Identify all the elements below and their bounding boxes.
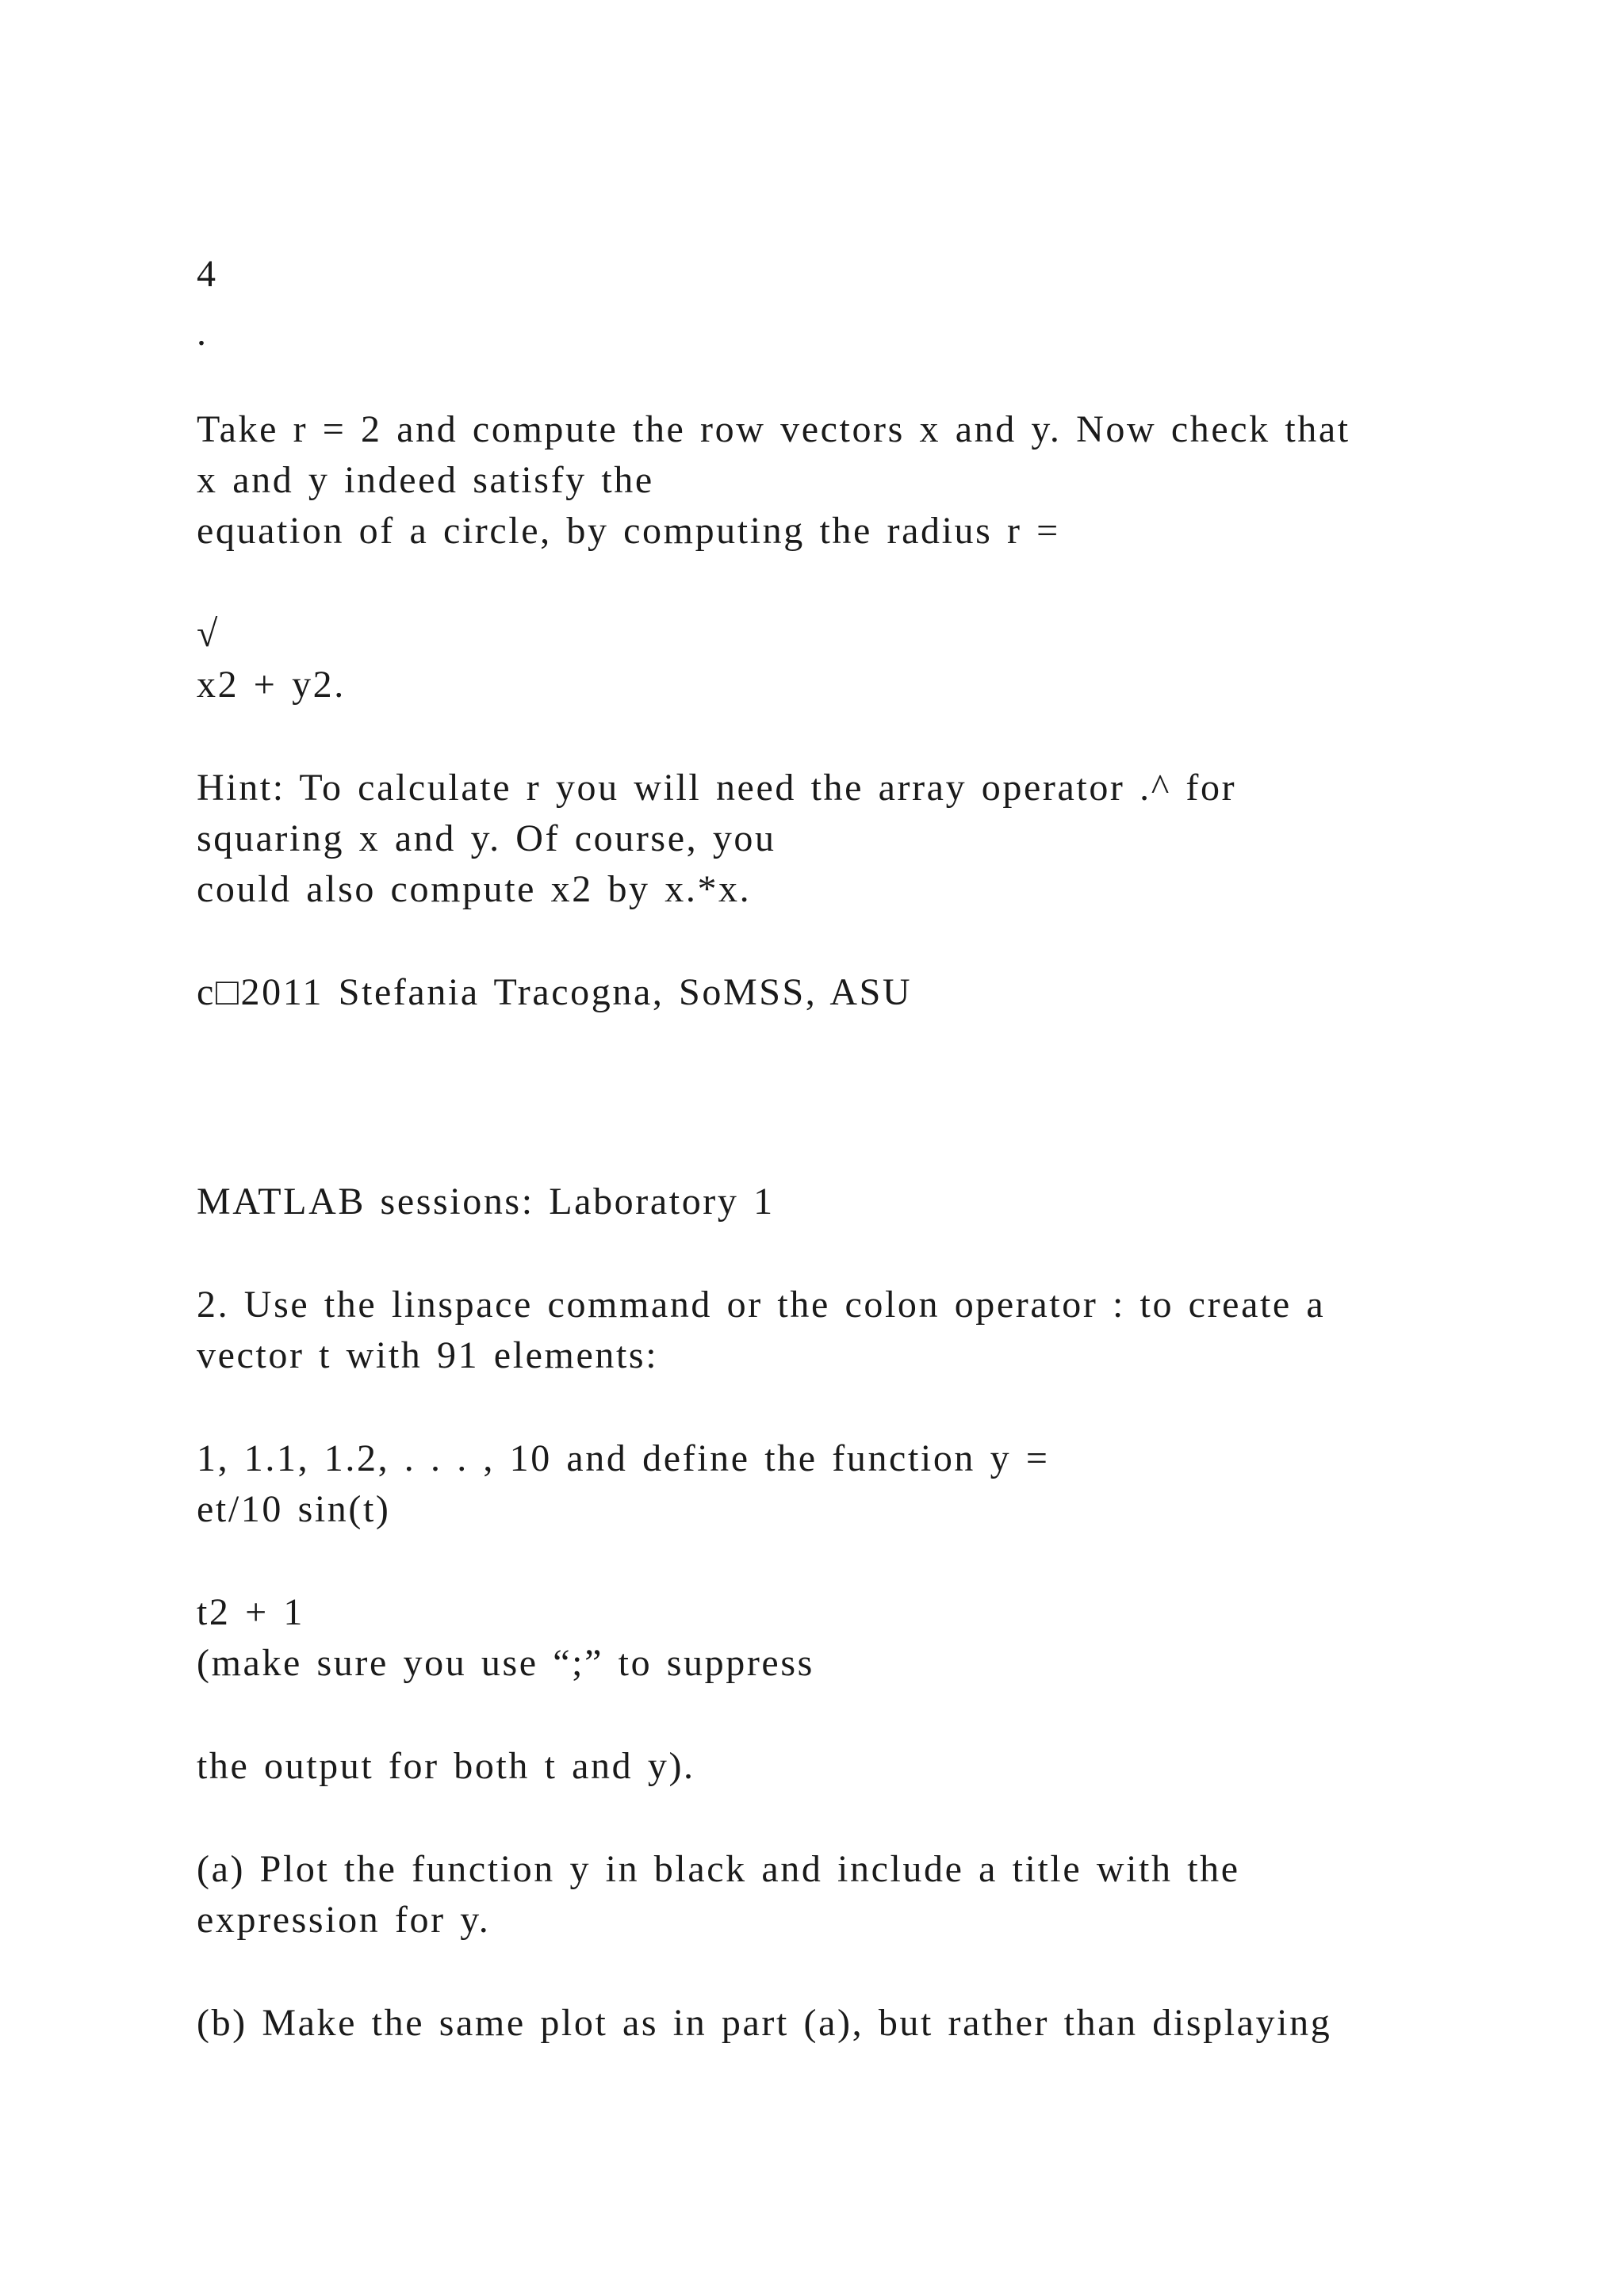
- page-number: 4: [197, 253, 218, 295]
- exercise-line: 2. Use the linspace command or the colon operator : to create a: [197, 1284, 1326, 1326]
- formula-line: x2 + y2.: [197, 664, 346, 706]
- copyright-line: c□2011 Stefania Tracogna, SoMSS, ASU: [197, 971, 913, 1013]
- hint-line: Hint: To calculate r you will need the array operator .^ for: [197, 767, 1237, 809]
- text-line: x and y indeed satisfy the: [197, 459, 654, 501]
- part-a-line: (a) Plot the function y in black and include a title with the: [197, 1848, 1240, 1890]
- exercise-line: 1, 1.1, 1.2, . . . , 10 and define the function y =: [197, 1437, 1050, 1479]
- text-line: Take r = 2 and compute the row vectors x and y. Now check that: [197, 408, 1350, 450]
- formula-numerator: et/10 sin(t): [197, 1488, 391, 1530]
- exercise-line: vector t with 91 elements:: [197, 1334, 659, 1376]
- hint-line: could also compute x2 by x.*x.: [197, 868, 752, 910]
- part-a-line: expression for y.: [197, 1899, 491, 1941]
- text-line: equation of a circle, by computing the radius r =: [197, 510, 1060, 552]
- part-b-line: (b) Make the same plot as in part (a), but rather than displaying: [197, 2002, 1332, 2044]
- sqrt-symbol: √: [197, 613, 220, 655]
- page-number-dot: .: [197, 312, 209, 354]
- hint-line: squaring x and y. Of course, you: [197, 817, 776, 859]
- section-header: MATLAB sessions: Laboratory 1: [197, 1181, 775, 1223]
- formula-denominator: t2 + 1: [197, 1591, 305, 1633]
- exercise-line: the output for both t and y).: [197, 1745, 695, 1787]
- exercise-line: (make sure you use “;” to suppress: [197, 1642, 814, 1684]
